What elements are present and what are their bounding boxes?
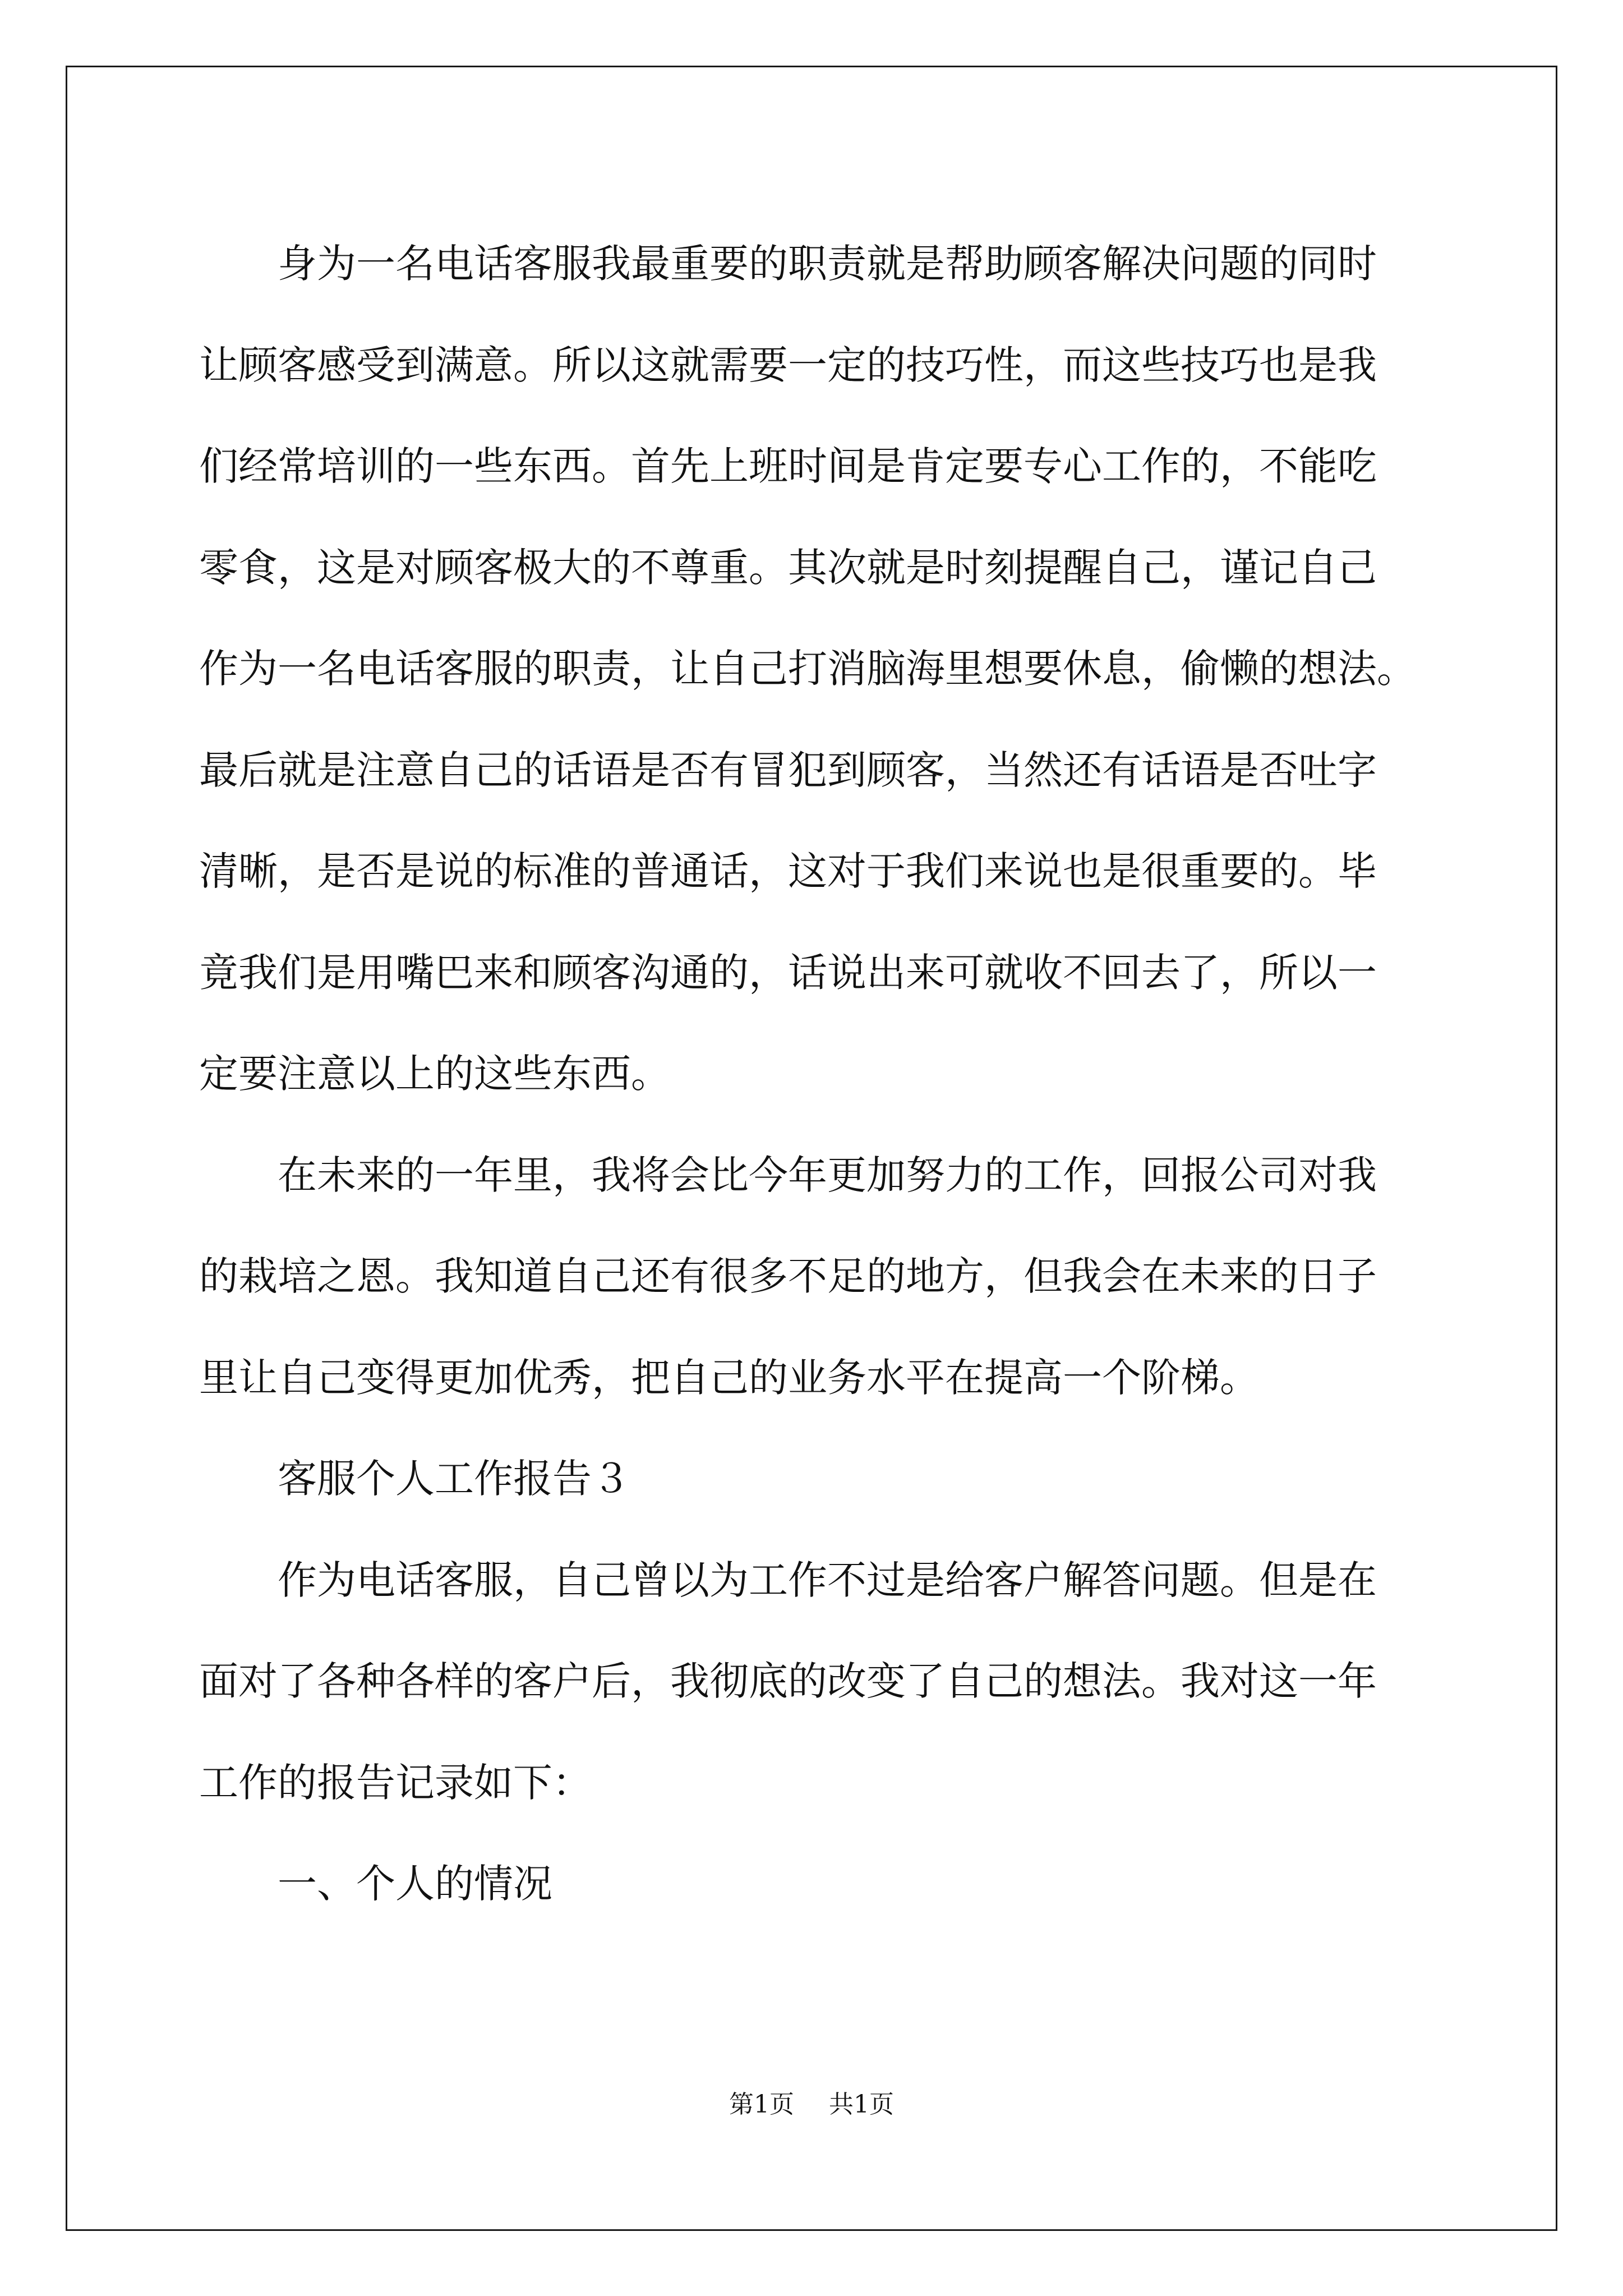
section-heading xyxy=(199,1428,1433,1530)
page-footer xyxy=(0,2084,1623,2120)
text-line: 作为电话客服，自己曾以为工作不过是给客户解答问题。但是在 xyxy=(278,1557,1377,1603)
text-line: 竟我们是用嘴巴来和顾客沟通的，话说出来可就收不回去了，所以一 xyxy=(199,949,1377,996)
text-line: 作为一名电话客服的职责，让自己打消脑海里想要休息，偷懒的想法。 xyxy=(199,646,1416,692)
text-line: 面对了各种各样的客户后，我彻底的改变了自己的想法。我对这一年 xyxy=(199,1658,1377,1704)
text-line: 零食，这是对顾客极大的不尊重。其次就是时刻提醒自己，谨记自己 xyxy=(199,544,1377,591)
text-line: 身为一名电话客服我最重要的职责就是帮助顾客解决问题的同时 xyxy=(278,241,1377,287)
text-line: 的栽培之恩。我知道自己还有很多不足的地方，但我会在未来的日子 xyxy=(199,1253,1377,1299)
text-line: 们经常培训的一些东西。首先上班时间是肯定要专心工作的，不能吃 xyxy=(199,443,1377,489)
text-line: 工作的报告记录如下： xyxy=(199,1759,592,1806)
text-line: 定要注意以上的这些东西。 xyxy=(199,1051,670,1097)
page-number: 第1页 xyxy=(729,2090,794,2119)
heading-line: 客服个人工作报告３ xyxy=(278,1456,631,1502)
paragraph xyxy=(199,213,1433,1125)
text-line: 最后就是注意自己的话语是否有冒犯到顾客，当然还有话语是否吐字 xyxy=(199,747,1377,793)
text-line: 在未来的一年里，我将会比今年更加努力的工作，回报公司对我 xyxy=(278,1152,1377,1198)
text-line: 让顾客感受到满意。所以这就需要一定的技巧性，而这些技巧也是我 xyxy=(199,342,1377,388)
paragraph xyxy=(199,1125,1433,1429)
document-body xyxy=(199,213,1433,1935)
subsection-heading xyxy=(199,1833,1433,1935)
heading-line: 一、个人的情况 xyxy=(278,1861,552,1907)
paragraph xyxy=(199,1530,1433,1834)
page-total: 共1页 xyxy=(829,2090,894,2119)
text-line: 里让自己变得更加优秀，把自己的业务水平在提高一个阶梯。 xyxy=(199,1354,1259,1401)
text-line: 清晰，是否是说的标准的普通话，这对于我们来说也是很重要的。毕 xyxy=(199,848,1377,894)
